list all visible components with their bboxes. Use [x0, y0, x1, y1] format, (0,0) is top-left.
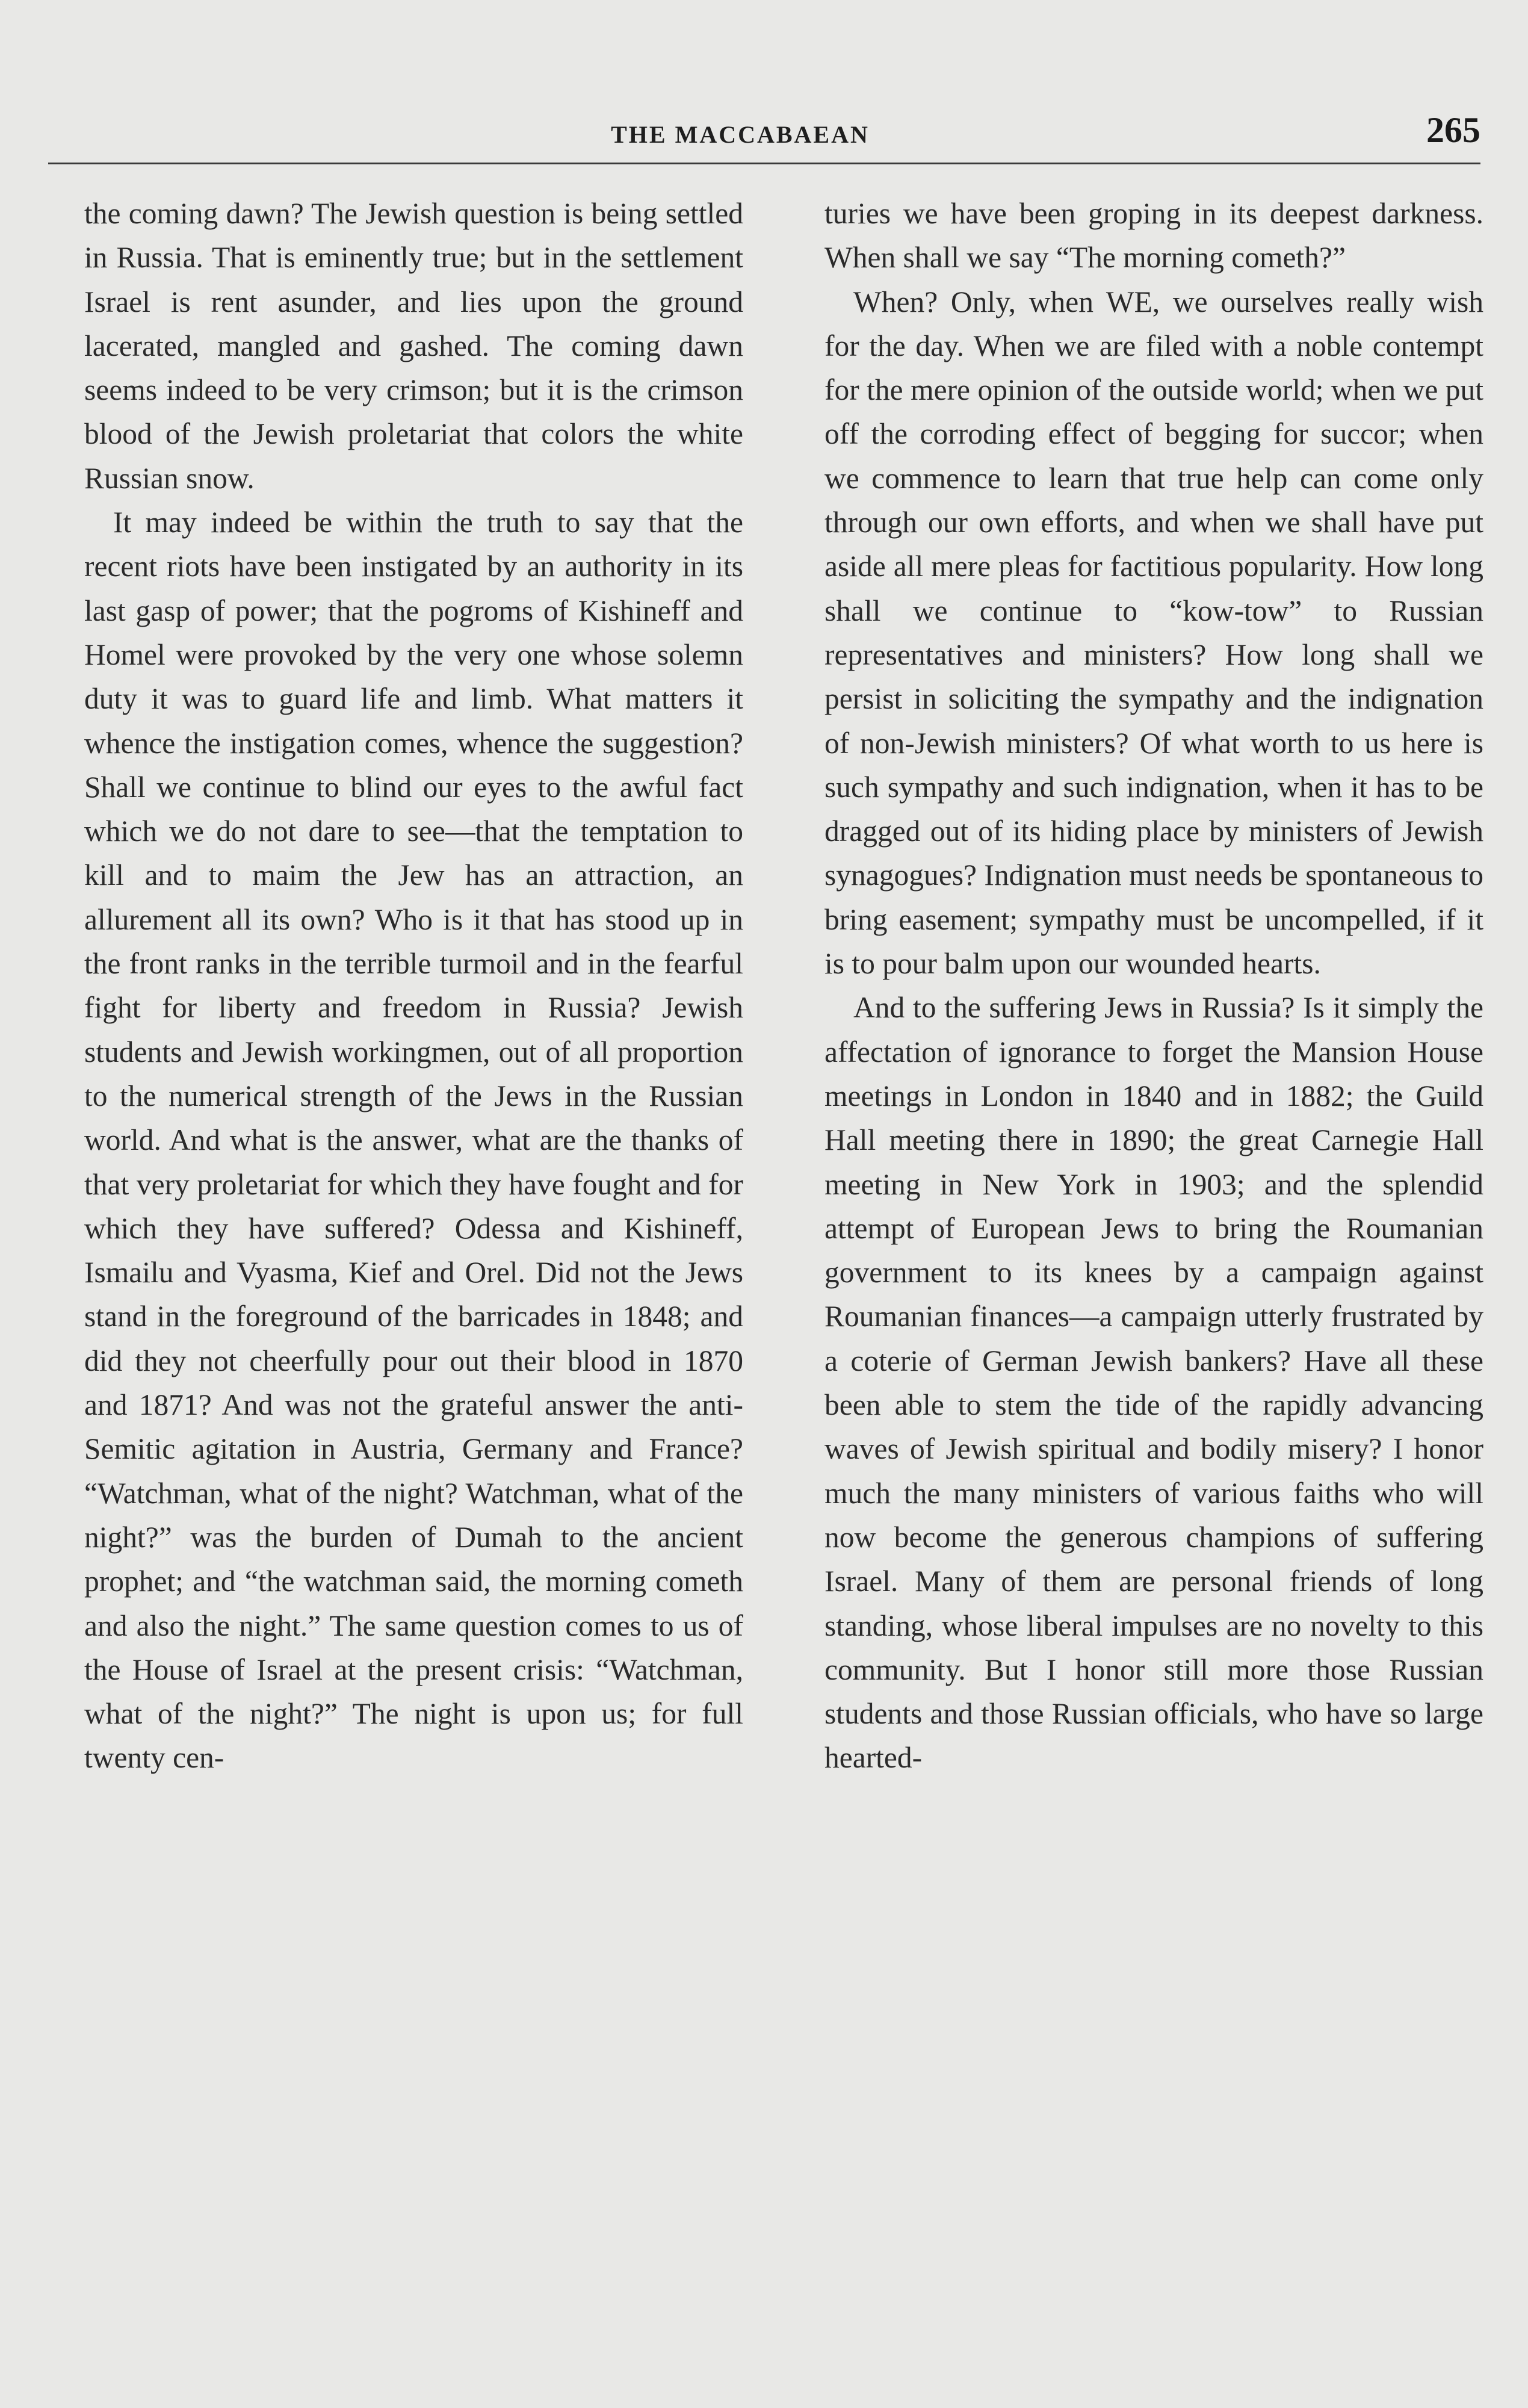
paragraph: turies we have been groping in its deepest darkness. When shall we say “The morning cometh?”: [824, 197, 1483, 275]
page-header: [48, 110, 1480, 169]
paragraph: the coming dawn? The Jewish question is being settled in Russia. That is eminently true; but in the settlement Israel is rent asunder, and lies upon the ground lacerated, mangled and gashed. The coming dawn seems indeed to be very crimson; but it is the crimson blood of the Jewish proletariat that colors the white Russian snow.: [84, 197, 743, 495]
left-column: [84, 191, 743, 1780]
running-head: THE MACCABAEAN: [611, 121, 870, 148]
page-number: 265: [1426, 110, 1480, 150]
paragraph: When? Only, when WE, we ourselves really wish for the day. When we are filed with a noble contempt for the mere opinion of the outside world; when we put off the corroding effect of begging for succor; when we commence to learn that true help can come only through our own efforts, and when we shall have put aside all mere pleas for factitious popularity. How long shall we continue to “kow-tow” to Russian representatives and ministers? How long shall we persist in soliciting the sympathy and the indignation of non-Jewish ministers? Of what worth to us here is such sympathy and such indignation, when it has to be dragged out of its hiding place by ministers of Jewish synagogues? Indignation must needs be spontaneous to bring easement; sympathy must be uncompelled, if it is to pour balm upon our wounded hearts.: [824, 285, 1483, 981]
right-column: [824, 191, 1483, 1780]
header-rule: [48, 163, 1480, 164]
paragraph: And to the suffering Jews in Russia? Is it simply the affectation of ignorance to forget the Mansion House meetings in London in 1840 and in 1882; the Guild Hall meeting there in 1890; the great Carnegie Hall meeting in New York in 1903; and the splendid attempt of European Jews to bring the Roumanian government to its knees by a campaign against Roumanian finances—a campaign utterly frustrated by a coterie of German Jewish bankers? Have all these been able to stem the tide of the rapidly advancing waves of Jewish spiritual and bodily misery? I honor much the many ministers of various faiths who will now become the generous champions of suffering Israel. Many of them are personal friends of long standing, whose liberal impulses are no novelty to this community. But I honor still more those Russian students and those Russian officials, who have so large hearted-: [824, 991, 1483, 1775]
paragraph: It may indeed be within the truth to say that the recent riots have been instigated by an authority in its last gasp of power; that the pogroms of Kishineff and Homel were provoked by the very one whose solemn duty it was to guard life and limb. What matters it whence the instigation comes, whence the suggestion? Shall we continue to blind our eyes to the awful fact which we do not dare to see—that the temptation to kill and to maim the Jew has an attraction, an allurement all its own? Who is it that has stood up in the front ranks in the terrible turmoil and in the fearful fight for liberty and freedom in Russia? Jewish students and Jewish workingmen, out of all proportion to the numerical strength of the Jews in the Russian world. And what is the answer, what are the thanks of that very proletariat for which they have fought and for which they have suffered? Odessa and Kishineff, Ismailu and Vyasma, Kief and Orel. Did not the Jews stand in the foreground of the barricades in 1848; and did they not cheerfully pour out their blood in 1870 and 1871? And was not the grateful answer the anti-Semitic agitation in Austria, Germany and France? “Watchman, what of the night? Watchman, what of the night?” was the burden of Dumah to the ancient prophet; and “the watchman said, the morning cometh and also the night.” The same question comes to us of the House of Israel at the present crisis: “Watchman, what of the night?” The night is upon us; for full twenty cen-: [84, 506, 743, 1775]
